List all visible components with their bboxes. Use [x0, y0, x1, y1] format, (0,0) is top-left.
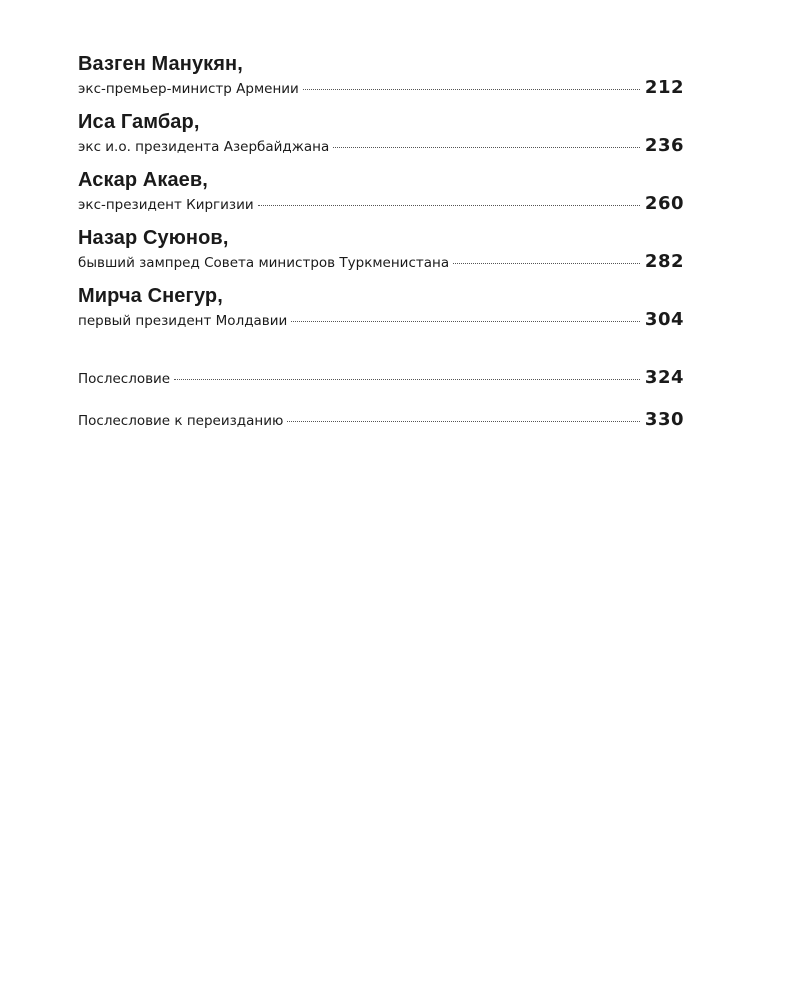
- entry-person-name: Иса Гамбар,: [78, 111, 200, 133]
- entry-page-number: 236: [644, 135, 684, 156]
- afterword-page-number: 324: [644, 367, 684, 388]
- table-of-contents: [78, 52, 684, 433]
- entry-person-name: Вазген Манукян,: [78, 53, 243, 75]
- entry-line: [78, 193, 684, 217]
- entry-line: [78, 251, 684, 275]
- afterword-reissue-title: Послесловие к переизданию: [78, 413, 284, 429]
- entry-person-name: Мирча Снегур,: [78, 285, 223, 307]
- afterword-title: Послесловие: [78, 371, 171, 387]
- dot-leader: [174, 378, 640, 380]
- dot-leader: [453, 262, 640, 264]
- entry-role: экс-премьер-министр Армении: [78, 81, 299, 97]
- afterword-section: [78, 367, 684, 433]
- dot-leader: [291, 320, 640, 322]
- toc-entry: [78, 168, 684, 217]
- dot-leader: [333, 146, 640, 148]
- dot-leader: [258, 204, 640, 206]
- entry-line: [78, 77, 684, 101]
- entry-page-number: 212: [644, 77, 684, 98]
- entry-role: первый президент Молдавии: [78, 313, 288, 329]
- entry-role: бывший зампред Совета министров Туркменистана: [78, 255, 450, 271]
- afterword-reissue-line: [78, 409, 684, 433]
- entry-role: экс-президент Киргизии: [78, 197, 254, 213]
- entry-page-number: 260: [644, 193, 684, 214]
- toc-entry: [78, 226, 684, 275]
- dot-leader: [303, 88, 640, 90]
- entry-page-number: 304: [644, 309, 684, 330]
- toc-entry: [78, 110, 684, 159]
- entry-line: [78, 309, 684, 333]
- dot-leader: [287, 420, 640, 422]
- entry-role: экс и.о. президента Азербайджана: [78, 139, 330, 155]
- toc-entry: [78, 284, 684, 333]
- entry-line: [78, 135, 684, 159]
- afterword-reissue-page-number: 330: [644, 409, 684, 430]
- toc-entry: [78, 52, 684, 101]
- entry-page-number: 282: [644, 251, 684, 272]
- entry-person-name: Назар Суюнов,: [78, 227, 229, 249]
- entry-person-name: Аскар Акаев,: [78, 169, 208, 191]
- afterword-line: [78, 367, 684, 391]
